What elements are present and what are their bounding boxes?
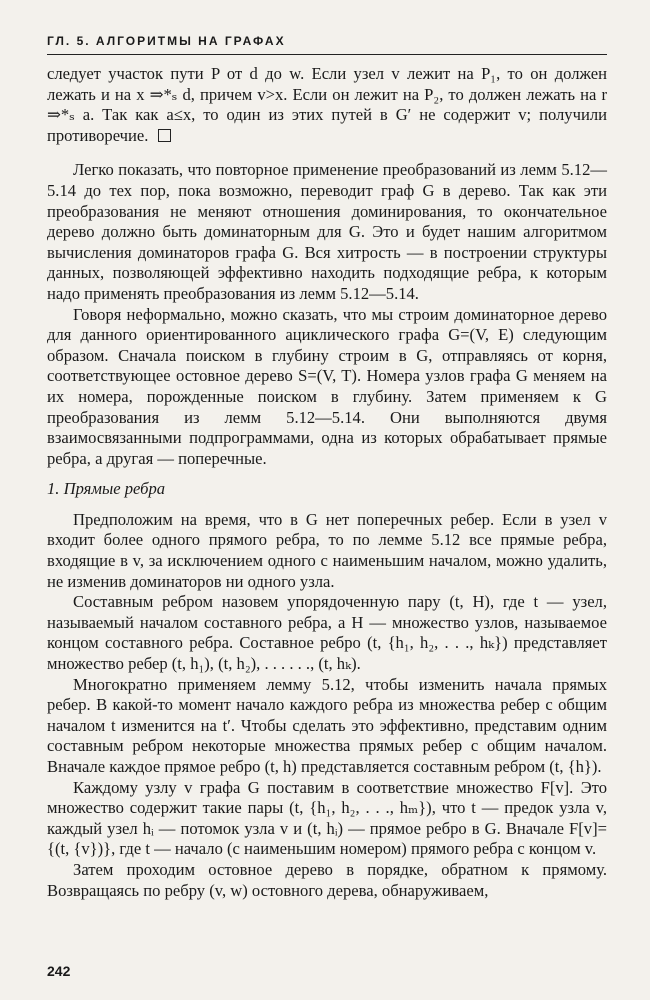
qed-square-icon bbox=[158, 129, 171, 142]
paragraph-apply-lemma: Многократно применяем лемму 5.12, чтобы изменить начала прямых ребер. В какой-то момент начало каждого ребра из множества ребер с общим началом t изменится на t′. Чтобы сделать это эффективно, представим одним составным ребром некоторые множества прямых ребер с общим началом. Вначале каждое прямое ребро (t, h) представляется составным ребром (t, {h}). bbox=[47, 674, 607, 776]
paragraph-proof-end bbox=[47, 64, 607, 146]
running-header: ГЛ. 5. АЛГОРИТМЫ НА ГРАФАХ bbox=[47, 34, 286, 48]
paragraph-informal-description: Говоря неформально, можно сказать, что мы строим доминаторное дерево для данного ориентированного ациклического графа G=(V, E) следующим образом. Сначала поиском в глубину строим в G, отправляясь от корня, соответствующее остовное дерево S=(V, T). Номера узлов графа G меняем на их номера, порожденные поиском в глубину. Затем применяем к G преобразования из лемм 5.12—5.14. Они выполняются двумя взаимосвязанными подпрограммами, одна из которых обрабатывает прямые ребра, а другая — поперечные. bbox=[47, 304, 607, 468]
header-rule bbox=[47, 54, 607, 55]
section-title: 1. Прямые ребра bbox=[47, 479, 166, 499]
paragraph-transformations: Легко показать, что повторное применение преобразований из лемм 5.12—5.14 до тех пор, пока возможно, переводит граф G в дерево. Так как эти преобразования не меняют отношения доминирования, то окончательное дерево должно быть доминаторным для G. Это и будет нашим алгоритмом вычисления доминаторов графа G. Вся хитрость — в построении структуры данных, позволяющей эффективно находить подходящие ребра, к которым надо применять преобразования из лемм 5.12—5.14. bbox=[47, 160, 607, 303]
paragraph-set-f: Каждому узлу v графа G поставим в соответствие множество F[v]. Это множество содержит такие пары (t, {h₁, h₂, . . ., hₘ}), что t — предок узла v, каждый узел hᵢ — потомок узла v и (t, hᵢ) — прямое ребро в G. Вначале F[v]={(t, {v})}, где t — начало (с наименьшим номером) прямого ребра с концом v. bbox=[47, 777, 607, 859]
page-number: 242 bbox=[47, 963, 71, 979]
page-body bbox=[47, 64, 607, 901]
paragraph-no-cross-edges: Предположим на время, что в G нет поперечных ребер. Если в узел v входит более одного прямого ребра, то по лемме 5.12 все прямые ребра, входящие в v, за исключением одного с наименьшим началом, можно удалить, не изменив доминаторов ни одного узла. bbox=[47, 509, 607, 591]
paragraph-traversal: Затем проходим остовное дерево в порядке, обратном к прямому. Возвращаясь по ребру (v, w) остовного дерева, обнаруживаем, bbox=[47, 859, 607, 900]
paragraph-proof-end-text: следует участок пути P от d до w. Если узел v лежит на P₁, то он должен лежать и на x ⇒*ₛ d, причем v>x. Если он лежит на P₂, то должен лежать на r ⇒*ₛ a. Так как a≤x, то один из этих путей в G′ не содержит v; получили противоречие. bbox=[47, 64, 607, 145]
paragraph-compound-edge: Составным ребром назовем упорядоченную пару (t, H), где t — узел, называемый началом составного ребра, а H — множество узлов, называемое концом составного ребра. Составное ребро (t, {h₁, h₂, . . ., hₖ}) представляет множество ребер (t, h₁), (t, h₂), . . . . . ., (t, hₖ). bbox=[47, 592, 607, 674]
